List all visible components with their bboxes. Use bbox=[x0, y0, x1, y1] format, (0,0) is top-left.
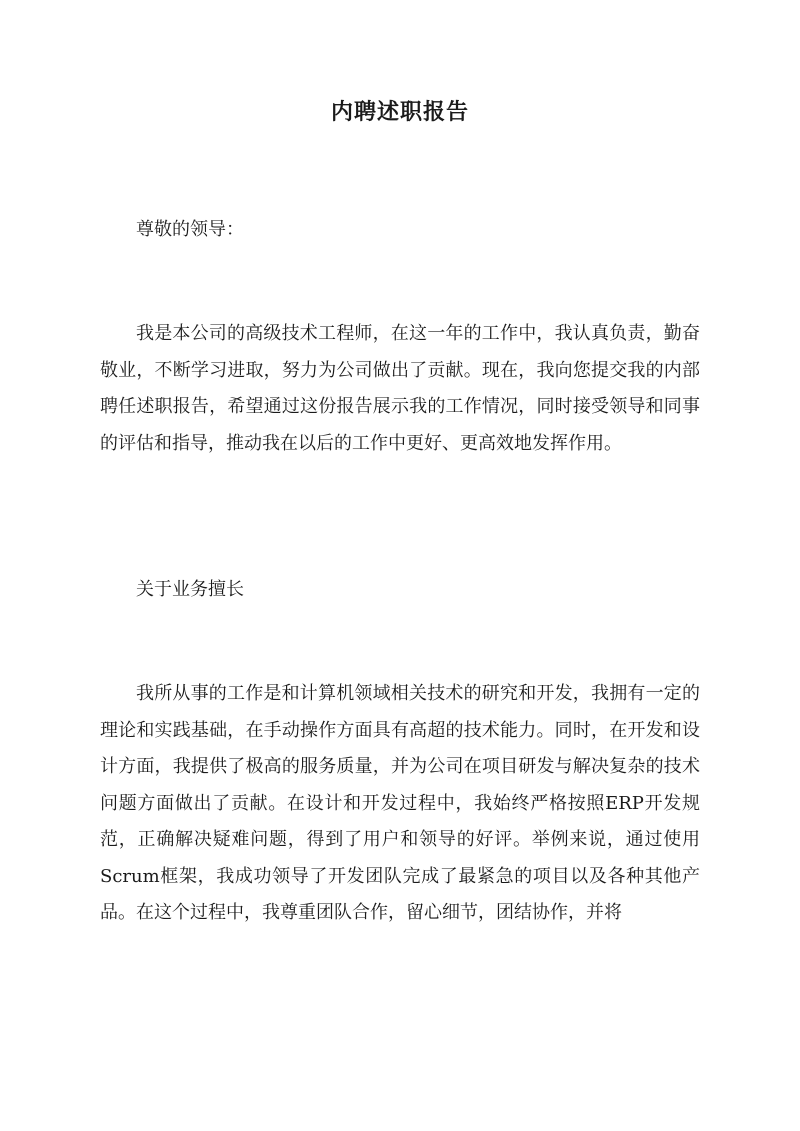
paragraph-intro: 我是本公司的高级技术工程师，在这一年的工作中，我认真负责，勤奋敬业，不断学习进取，努力为公司做出了贡献。现在，我向您提交我的内部聘任述职报告，希望通过这份报告展示我的工作情况，同时接受领导和同事的评估和指导，推动我在以后的工作中更好、更高效地发挥作用。 bbox=[100, 323, 700, 454]
paragraph-expertise: 我所从事的工作是和计算机领域相关技术的研究和开发，我拥有一定的理论和实践基础，在手动操作方面具有高超的技术能力。同时，在开发和设计方面，我提供了极高的服务质量，并为公司在项目研发与解决复杂的技术问题方面做出了贡献。在设计和开发过程中，我始终严格按照ERP开发规范，正确解决疑难问题，得到了用户和领导的好评。举例来说，通过使用Scrum框架，我成功领导了开发团队完成了最紧急的项目以及各种其他产品。在这个过程中，我尊重团队合作，留心细节，团结协作，并将 bbox=[100, 683, 700, 923]
document-title: 内聘述职报告 bbox=[330, 99, 469, 125]
section-heading: 关于业务擅长 bbox=[136, 579, 244, 600]
salutation: 尊敬的领导： bbox=[136, 219, 244, 240]
